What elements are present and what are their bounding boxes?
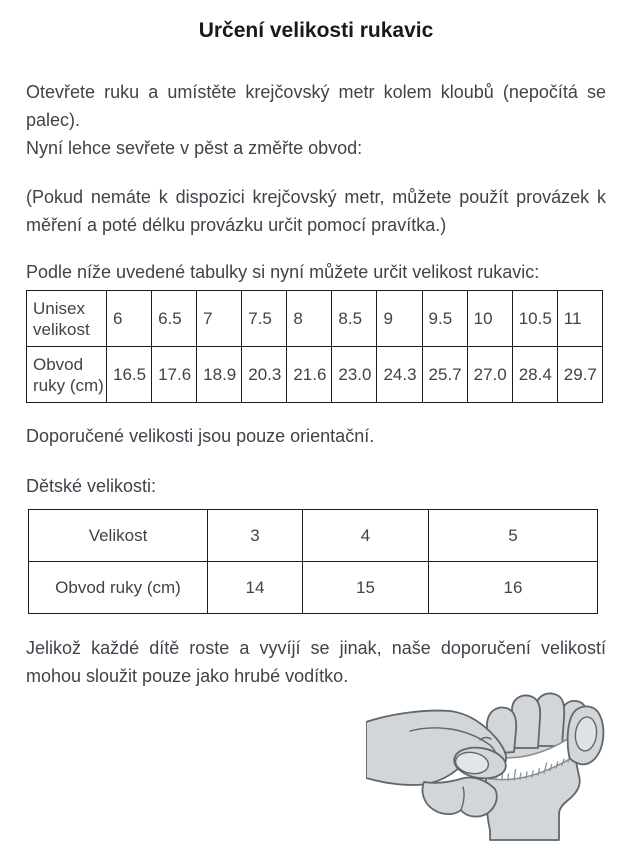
adult-size-row xyxy=(27,291,603,347)
kids-size-cell: 5 xyxy=(429,510,598,562)
holding-hand-curled-fingers xyxy=(422,777,496,816)
adult-circumference-row-label: Obvod ruky (cm) xyxy=(27,347,107,403)
adult-circumference-cell: 21.6 xyxy=(287,347,332,403)
adult-size-cell: 11 xyxy=(557,291,602,347)
kids-size-row-label: Velikost xyxy=(29,510,208,562)
adult-size-cell: 6 xyxy=(107,291,152,347)
orientation-note: Doporučené velikosti jsou pouze orientační. xyxy=(26,426,375,446)
adult-size-cell: 9.5 xyxy=(422,291,467,347)
kids-circumference-cell: 15 xyxy=(303,562,429,614)
fist-instruction: Nyní lehce sevřete v pěst a změřte obvod: xyxy=(26,138,363,158)
kids-disclaimer: Jelikož každé dítě roste a vyvíjí se jinak, naše doporučení velikostí mohou sloužit pouze jako hrubé vodítko. xyxy=(26,638,606,686)
adult-circumference-cell: 23.0 xyxy=(332,347,377,403)
hand-measurement-illustration xyxy=(26,692,606,852)
adult-circumference-cell: 24.3 xyxy=(377,347,422,403)
kids-circumference-cell: 14 xyxy=(208,562,303,614)
kids-sizes-table xyxy=(28,509,598,614)
measuring-tape-hands-icon xyxy=(366,692,606,850)
adult-size-cell: 10 xyxy=(467,291,512,347)
adult-circumference-cell: 25.7 xyxy=(422,347,467,403)
adult-size-row-label: Unisex velikost xyxy=(27,291,107,347)
adult-size-cell: 9 xyxy=(377,291,422,347)
intro-paragraph: Otevřete ruku a umístěte krejčovský metr kolem kloubů (nepočítá se palec). xyxy=(26,82,606,130)
adult-circumference-cell: 18.9 xyxy=(197,347,242,403)
adult-size-cell: 7.5 xyxy=(242,291,287,347)
adult-circumference-cell: 28.4 xyxy=(512,347,557,403)
kids-size-cell: 4 xyxy=(303,510,429,562)
table-intro: Podle níže uvedené tabulky si nyní můžete určit velikost rukavic: xyxy=(26,262,540,282)
kids-circumference-row-label: Obvod ruky (cm) xyxy=(29,562,208,614)
adult-circumference-cell: 29.7 xyxy=(557,347,602,403)
adult-size-cell: 8.5 xyxy=(332,291,377,347)
kids-size-cell: 3 xyxy=(208,510,303,562)
adult-size-cell: 8 xyxy=(287,291,332,347)
kids-sizes-heading: Dětské velikosti: xyxy=(26,476,157,496)
adult-circumference-cell: 17.6 xyxy=(152,347,197,403)
kids-circumference-cell: 16 xyxy=(429,562,598,614)
adult-circumference-cell: 20.3 xyxy=(242,347,287,403)
adult-size-cell: 7 xyxy=(197,291,242,347)
no-tape-note: (Pokud nemáte k dispozici krejčovský metr, můžete použít provázek k měření a poté délku provázku určit pomocí pravítka.) xyxy=(26,187,606,235)
adult-size-cell: 6.5 xyxy=(152,291,197,347)
kids-size-row xyxy=(29,510,598,562)
kids-circumference-row xyxy=(29,562,598,614)
adult-circumference-row xyxy=(27,347,603,403)
adult-circumference-cell: 16.5 xyxy=(107,347,152,403)
adult-circumference-cell: 27.0 xyxy=(467,347,512,403)
document-page xyxy=(0,16,633,852)
page-title: Určení velikosti rukavic xyxy=(198,19,434,42)
adult-size-cell: 10.5 xyxy=(512,291,557,347)
adult-sizes-table xyxy=(26,290,603,403)
